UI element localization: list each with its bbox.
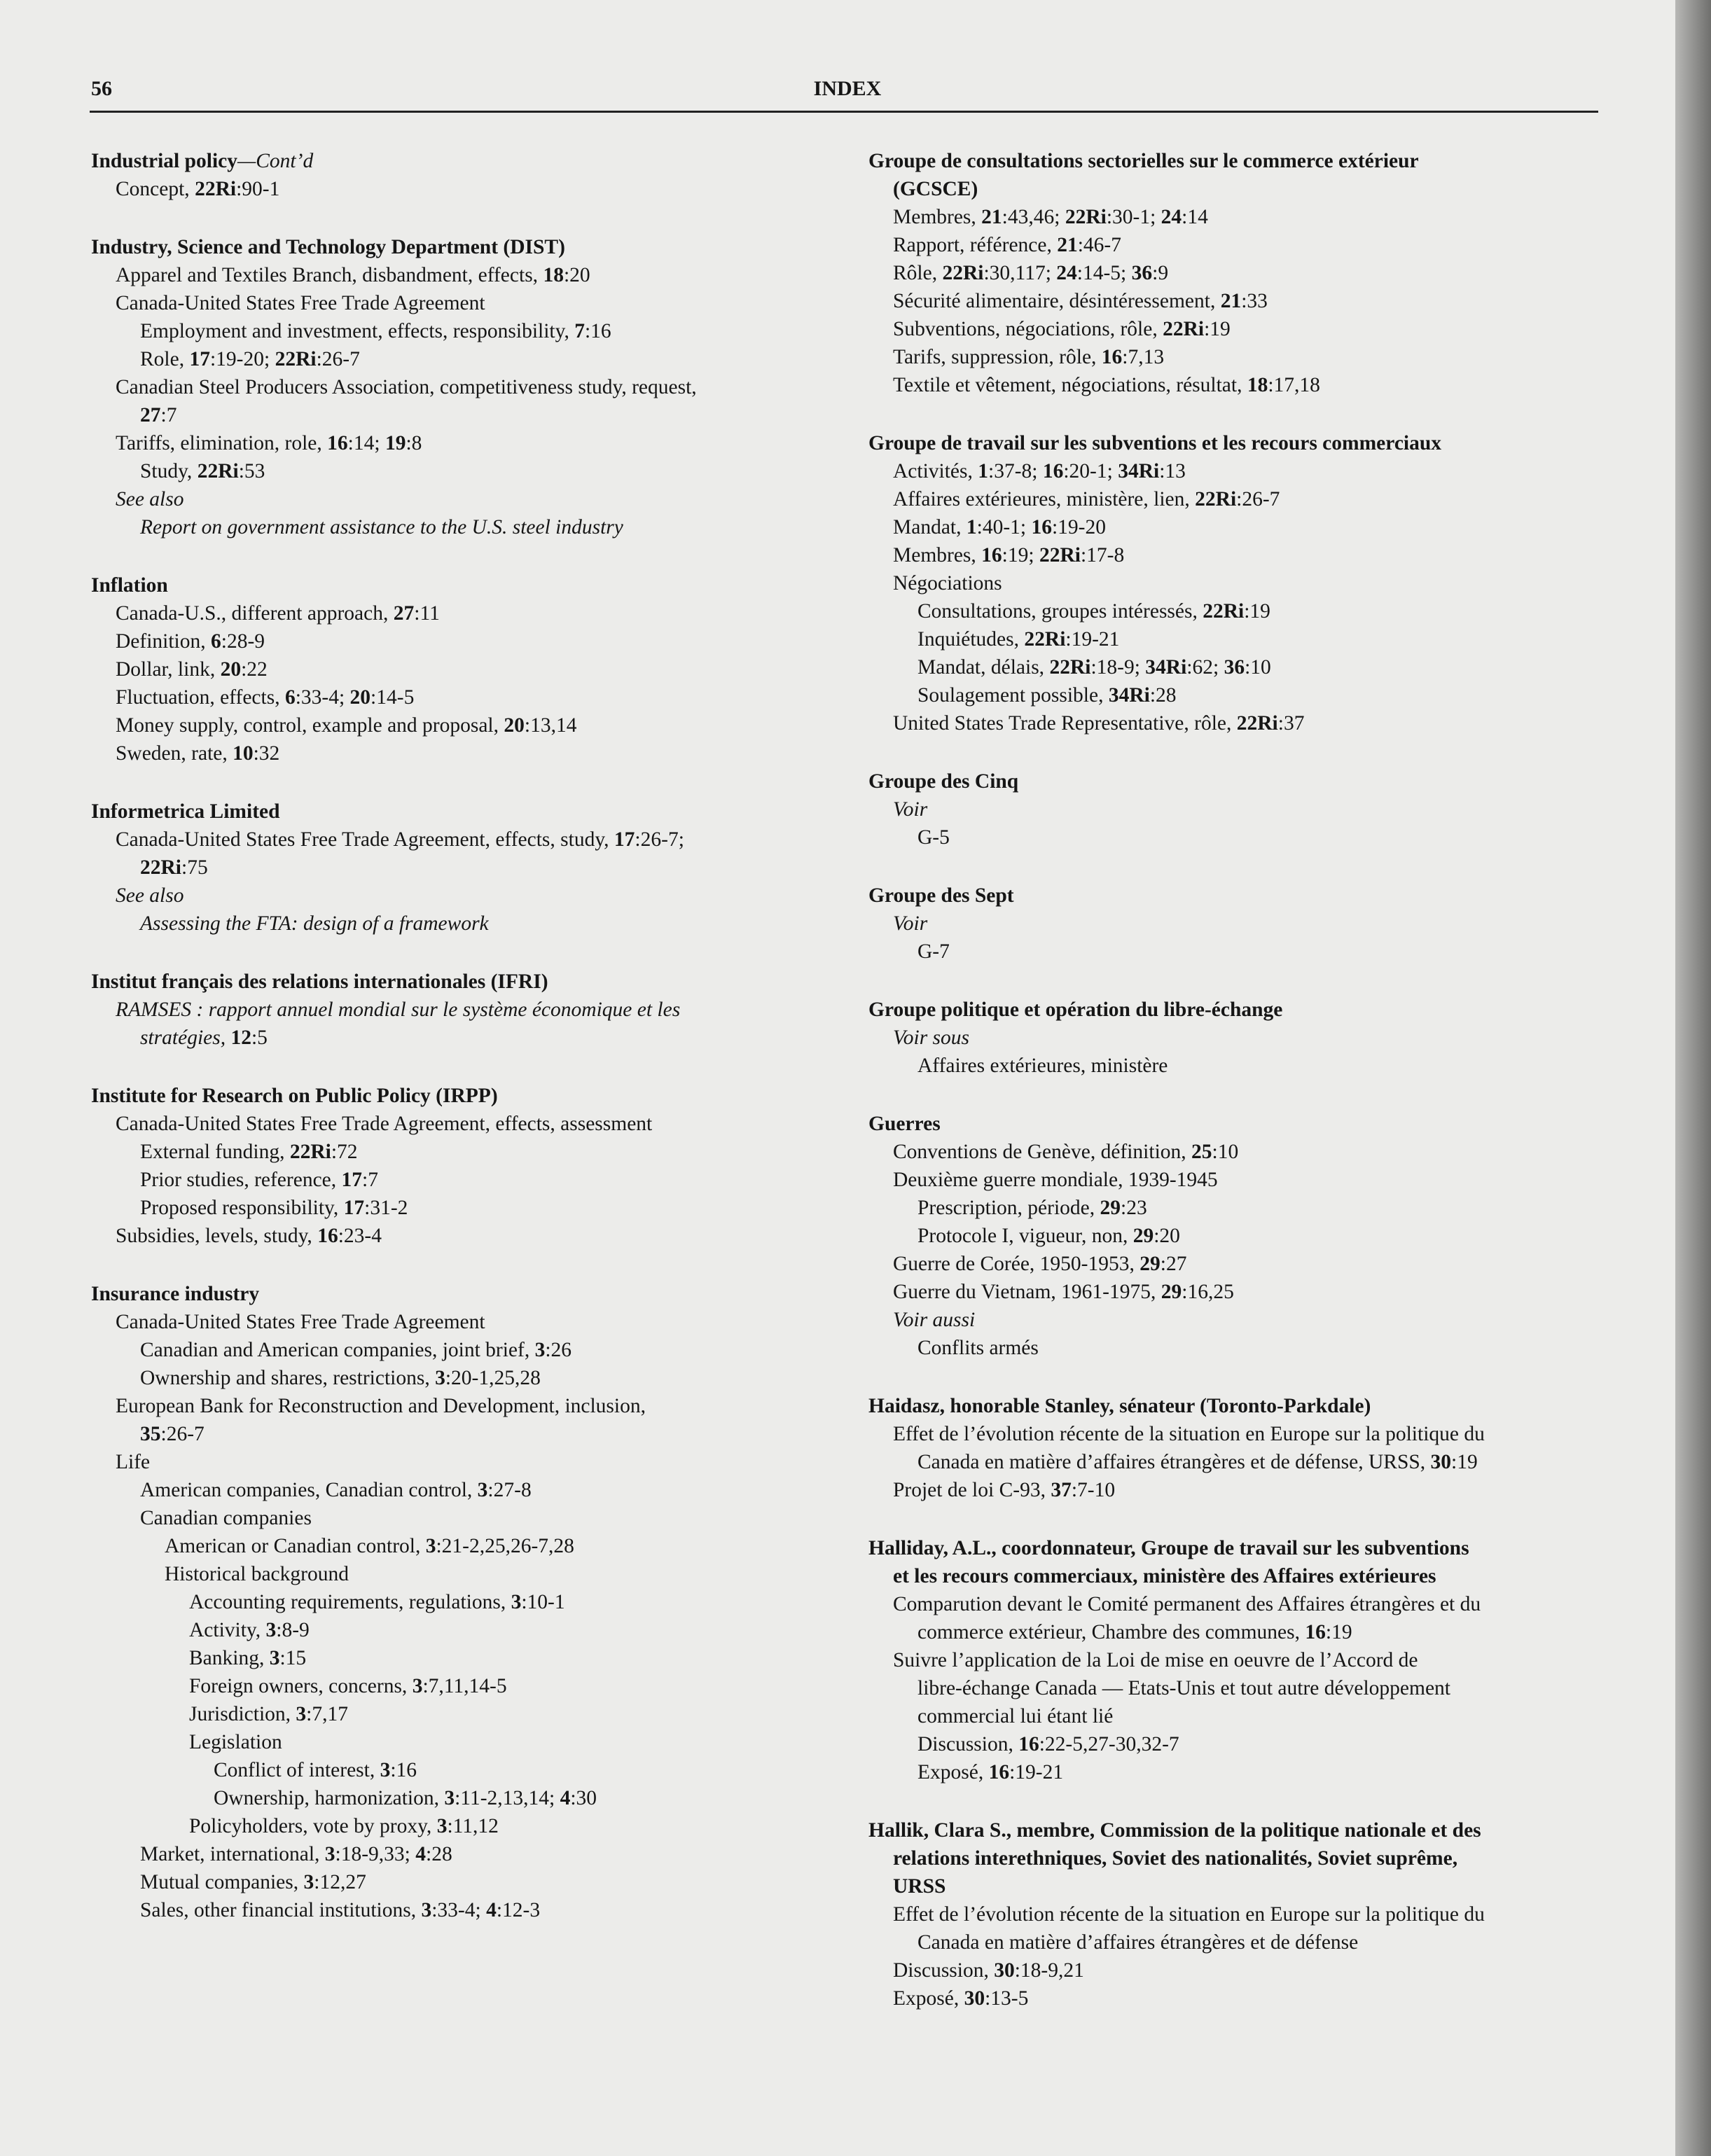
subentry-text: Négociations <box>893 572 1002 594</box>
subentry-text: Soulagement possible, <box>917 684 1109 707</box>
index-entry-groupe-politique <box>868 996 1604 1080</box>
subentry-text: Sales, other financial institutions, <box>140 1899 422 1921</box>
entry-heading: Groupe des Sept <box>868 884 1014 907</box>
cross-reference: G-5 <box>917 826 950 849</box>
index-entry-irpp <box>91 1082 833 1250</box>
subentry-text: Activités, <box>893 460 978 482</box>
page-reference: :19 <box>1244 600 1270 623</box>
subentry-text: Concept, <box>116 178 195 200</box>
page-reference: :33-4; <box>431 1899 487 1921</box>
issue-number: 20 <box>220 658 242 681</box>
issue-number: 29 <box>1161 1281 1182 1303</box>
issue-number: 18 <box>1247 374 1268 396</box>
subentry-text: libre-échange Canada — Etats-Unis et tout autre développement <box>917 1677 1450 1699</box>
page-reference: :10 <box>1245 656 1271 679</box>
entry-heading: Hallik, Clara S., membre, Commission de la politique nationale et des <box>868 1819 1481 1842</box>
issue-number: 16 <box>327 432 348 454</box>
issue-number: 22Ri <box>1065 206 1107 228</box>
page-reference: :13,14 <box>524 714 577 737</box>
subentry-text: Ownership and shares, restrictions, <box>140 1367 436 1389</box>
subentry-text: Study, <box>140 460 198 482</box>
page-reference: :28 <box>426 1843 452 1865</box>
subentry-text: Activity, <box>189 1619 266 1641</box>
index-entry-groupe-des-cinq <box>868 767 1604 851</box>
issue-number: 37 <box>1051 1479 1072 1501</box>
issue-number: 7 <box>574 320 585 342</box>
issue-number: 3 <box>265 1619 277 1641</box>
page-reference: :40-1; <box>976 516 1032 538</box>
page-number: 56 <box>91 77 112 100</box>
issue-number: 4 <box>415 1843 426 1865</box>
issue-number: 16 <box>1305 1621 1326 1643</box>
issue-number: 20 <box>349 686 371 709</box>
index-entry-gcsce <box>868 147 1604 399</box>
page-reference: :19-20 <box>1051 516 1106 538</box>
page-reference: :20-1,25,28 <box>445 1367 541 1389</box>
page-reference: :21-2,25,26-7,28 <box>436 1535 574 1557</box>
entry-heading-continued: (GCSCE) <box>893 178 978 200</box>
page-reference: :14 <box>1182 206 1208 228</box>
issue-number: 21 <box>1057 234 1078 256</box>
issue-number: 22Ri <box>289 1141 331 1163</box>
entry-heading: Groupe de consultations sectorielles sur le commerce extérieur <box>868 150 1419 172</box>
entry-heading-continued: URSS <box>893 1875 946 1898</box>
issue-number: 22Ri <box>942 262 984 284</box>
issue-number: 3 <box>444 1787 455 1809</box>
entry-heading: Insurance industry <box>91 1283 260 1305</box>
subentry-text: Market, international, <box>140 1843 325 1865</box>
issue-number: 3 <box>511 1591 522 1613</box>
right-column <box>868 147 1604 2043</box>
issue-number: 4 <box>560 1787 571 1809</box>
page-reference: :9 <box>1152 262 1169 284</box>
issue-number: 3 <box>412 1675 423 1697</box>
entry-heading-suffix: —Cont’d <box>237 150 314 172</box>
page-reference: :7,11,14-5 <box>422 1675 507 1697</box>
page-reference: :33-4; <box>295 686 350 709</box>
subentry-text: Ownership, harmonization, <box>214 1787 445 1809</box>
page-reference: :37-8; <box>988 460 1043 482</box>
subentry-text: American or Canadian control, <box>165 1535 426 1557</box>
entry-heading: Haidasz, honorable Stanley, sénateur (Toronto-Parkdale) <box>868 1395 1371 1417</box>
issue-number: 22Ri <box>1195 488 1237 510</box>
issue-number: 1 <box>966 516 977 538</box>
page-reference: :19-21 <box>1065 628 1120 651</box>
issue-number: 22Ri <box>1024 628 1066 651</box>
subentry-text: Mandat, délais, <box>917 656 1050 679</box>
issue-number: 4 <box>486 1899 497 1921</box>
page-reference: :22 <box>241 658 268 681</box>
page-reference: :7-10 <box>1071 1479 1116 1501</box>
subentry-text: Deuxième guerre mondiale, 1939-1945 <box>893 1169 1218 1191</box>
subentry-text: commerce extérieur, Chambre des communes, <box>917 1621 1305 1643</box>
index-entry-informetrica <box>91 798 833 938</box>
page-reference: :16,25 <box>1182 1281 1234 1303</box>
subentry-text: Canada en matière d’affaires étrangères et de défense <box>917 1931 1359 1954</box>
subentry-text: Effet de l’évolution récente de la situation en Europe sur la politique du <box>893 1903 1485 1926</box>
page-reference: :16 <box>584 320 611 342</box>
subentry-text: Suivre l’application de la Loi de mise en oeuvre de l’Accord de <box>893 1649 1418 1671</box>
issue-number: 22Ri <box>1163 318 1205 340</box>
issue-number: 34Ri <box>1118 460 1160 482</box>
subentry-text: American companies, Canadian control, <box>140 1479 478 1501</box>
page-reference: :19 <box>1325 1621 1352 1643</box>
subentry-text: Comparution devant le Comité permanent des Affaires étrangères et du <box>893 1593 1481 1615</box>
see-also-label: See also <box>116 488 184 510</box>
entry-heading: Groupe de travail sur les subventions et les recours commerciaux <box>868 432 1442 454</box>
entry-heading-continued: relations interethniques, Soviet des nationalités, Soviet suprême, <box>893 1847 1458 1870</box>
page-reference: :20-1; <box>1063 460 1118 482</box>
left-column <box>91 147 833 1954</box>
issue-number: 6 <box>211 630 221 653</box>
page-reference: :7 <box>362 1169 378 1191</box>
see-label: Voir sous <box>893 1027 970 1049</box>
subentry-text: Subventions, négociations, rôle, <box>893 318 1163 340</box>
subentry-text: Jurisdiction, <box>189 1703 296 1725</box>
page-reference: :17,18 <box>1268 374 1320 396</box>
subentry-text: Legislation <box>189 1731 282 1753</box>
issue-number: 6 <box>284 686 296 709</box>
cross-reference: Conflits armés <box>917 1337 1039 1359</box>
issue-number: 22Ri <box>1203 600 1245 623</box>
issue-number: 12 <box>230 1027 251 1049</box>
issue-number: 10 <box>233 742 254 765</box>
subentry-text: Protocole I, vigueur, non, <box>917 1225 1133 1247</box>
page-reference: :30 <box>570 1787 597 1809</box>
issue-number: 22Ri <box>1236 712 1278 735</box>
subentry-text: Discussion, <box>893 1959 995 1982</box>
subentry-text: Mandat, <box>893 516 967 538</box>
page-reference: :33 <box>1241 290 1268 312</box>
issue-number: 3 <box>324 1843 335 1865</box>
issue-number: 29 <box>1139 1253 1161 1275</box>
subentry-text: Guerre du Vietnam, 1961-1975, <box>893 1281 1161 1303</box>
entry-heading: Groupe des Cinq <box>868 770 1019 793</box>
subentry-text: Life <box>116 1451 151 1473</box>
see-also-label: Voir aussi <box>893 1309 976 1331</box>
subentry-text: Inquiétudes, <box>917 628 1025 651</box>
page-reference: :26-7 <box>316 348 360 370</box>
issue-number: 3 <box>435 1367 445 1389</box>
index-entry-groupe-des-sept <box>868 882 1604 966</box>
subentry-text: Sécurité alimentaire, désintéressement, <box>893 290 1221 312</box>
entry-heading: Guerres <box>868 1113 941 1135</box>
page-reference: :11,12 <box>447 1815 499 1837</box>
issue-number: 35 <box>140 1423 161 1445</box>
page-reference: :37 <box>1277 712 1305 735</box>
issue-number: 22Ri <box>1039 544 1081 566</box>
page-title: INDEX <box>813 77 882 100</box>
issue-number: 3 <box>303 1871 314 1893</box>
subentry-text: RAMSES : rapport annuel mondial sur le système économique et les <box>116 999 681 1021</box>
entry-heading: Industrial policy <box>91 150 238 172</box>
page-reference: :15 <box>279 1647 307 1669</box>
page-reference: :7,13 <box>1122 346 1165 368</box>
page-reference: :5 <box>251 1027 268 1049</box>
issue-number: 3 <box>296 1703 307 1725</box>
index-entry-guerres <box>868 1110 1604 1362</box>
issue-number: 19 <box>385 432 406 454</box>
subentry-text: Discussion, <box>917 1733 1019 1755</box>
index-entry-dist <box>91 233 833 541</box>
issue-number: 16 <box>1101 346 1123 368</box>
page-reference: :8-9 <box>276 1619 310 1641</box>
subentry-text: Historical background <box>165 1563 349 1585</box>
subentry-text: Subsidies, levels, study, <box>116 1225 318 1247</box>
subentry-text: Membres, <box>893 206 982 228</box>
subentry-text: Accounting requirements, regulations, <box>189 1591 511 1613</box>
entry-heading: Institute for Research on Public Policy (IRPP) <box>91 1085 498 1107</box>
issue-number: 29 <box>1100 1197 1121 1219</box>
entry-heading: Inflation <box>91 574 168 597</box>
issue-number: 1 <box>978 460 989 482</box>
page-reference: :11 <box>414 602 440 625</box>
entry-heading: Informetrica Limited <box>91 800 280 823</box>
page-reference: :31-2 <box>364 1197 408 1219</box>
page-reference: :23 <box>1121 1197 1147 1219</box>
page-reference: :18-9,33; <box>335 1843 416 1865</box>
issue-number: 34Ri <box>1145 656 1187 679</box>
page-reference: :27-8 <box>487 1479 532 1501</box>
issue-number: 17 <box>614 828 635 851</box>
subentry-text: Proposed responsibility, <box>140 1197 344 1219</box>
page-reference: :32 <box>253 742 280 765</box>
page-reference: :19-21 <box>1009 1761 1064 1783</box>
page-reference: :62; <box>1186 656 1224 679</box>
issue-number: 16 <box>988 1761 1010 1783</box>
index-entry-insurance <box>91 1280 833 1924</box>
issue-number: 3 <box>421 1899 432 1921</box>
page-reference: :11-2,13,14; <box>455 1787 560 1809</box>
subentry-text: Employment and investment, effects, responsibility, <box>140 320 575 342</box>
page-reference: :28 <box>1149 684 1177 707</box>
page-reference: :19-20; <box>209 348 275 370</box>
issue-number: 22Ri <box>195 178 237 200</box>
issue-number: 3 <box>534 1339 546 1361</box>
page-reference: :19 <box>1204 318 1231 340</box>
page-reference: :28-9 <box>221 630 265 653</box>
page-reference: :16 <box>390 1759 417 1781</box>
subentry-text: Consultations, groupes intéressés, <box>917 600 1203 623</box>
page-reference: :46-7 <box>1077 234 1122 256</box>
index-entry-hallik <box>868 1816 1604 2012</box>
page-reference: :10-1 <box>521 1591 565 1613</box>
entry-heading: Industry, Science and Technology Department (DIST) <box>91 236 565 258</box>
subentry-text: Canada-United States Free Trade Agreement, effects, assessment <box>116 1113 653 1135</box>
subentry-text: Textile et vêtement, négociations, résultat, <box>893 374 1247 396</box>
issue-number: 16 <box>1018 1733 1039 1755</box>
cross-reference: Affaires extérieures, ministère <box>917 1055 1168 1077</box>
see-label: Voir <box>893 912 928 935</box>
subentry-text: Canada-United States Free Trade Agreement, effects, study, <box>116 828 614 851</box>
subentry-text: Definition, <box>116 630 212 653</box>
index-entry-ifri <box>91 968 833 1052</box>
subentry-text: United States Trade Representative, rôle, <box>893 712 1237 735</box>
issue-number: 3 <box>425 1535 436 1557</box>
subentry-text: Banking, <box>189 1647 270 1669</box>
page-reference: :27 <box>1160 1253 1187 1275</box>
issue-number: 3 <box>436 1815 448 1837</box>
subentry-text: Fluctuation, effects, <box>116 686 285 709</box>
issue-number: 24 <box>1056 262 1077 284</box>
subentry-text: Rôle, <box>893 262 943 284</box>
subentry-text: Projet de loi C-93, <box>893 1479 1051 1501</box>
subentry-text: Affaires extérieures, ministère, lien, <box>893 488 1196 510</box>
subentry-text: Guerre de Corée, 1950-1953, <box>893 1253 1140 1275</box>
subentry-text: Conventions de Genève, définition, <box>893 1141 1192 1163</box>
subentry-text: Membres, <box>893 544 982 566</box>
page-reference: :23-4 <box>338 1225 382 1247</box>
issue-number: 16 <box>317 1225 338 1247</box>
page-reference: :26 <box>545 1339 572 1361</box>
subentry-text: European Bank for Reconstruction and Development, inclusion, <box>116 1395 646 1417</box>
subentry-text: Exposé, <box>893 1987 964 2010</box>
subentry-text: Policyholders, vote by proxy, <box>189 1815 437 1837</box>
issue-number: 17 <box>343 1197 365 1219</box>
page-reference: :20 <box>1154 1225 1180 1247</box>
page-reference: :72 <box>331 1141 358 1163</box>
page-reference: :26-7; <box>635 828 684 851</box>
page-reference: :43,46; <box>1002 206 1065 228</box>
page-reference: :14-5; <box>1076 262 1132 284</box>
issue-number: 16 <box>981 544 1002 566</box>
subentry-text: Rapport, référence, <box>893 234 1058 256</box>
subentry-text: Tariffs, elimination, role, <box>116 432 328 454</box>
subentry-text: Canadian and American companies, joint brief, <box>140 1339 535 1361</box>
issue-number: 17 <box>341 1169 363 1191</box>
entry-heading: Halliday, A.L., coordonnateur, Groupe de travail sur les subventions <box>868 1537 1469 1559</box>
issue-number: 22Ri <box>197 460 239 482</box>
entry-heading-continued: et les recours commerciaux, ministère des Affaires extérieures <box>893 1565 1436 1587</box>
issue-number: 36 <box>1131 262 1153 284</box>
see-label: Voir <box>893 798 928 821</box>
subentry-text: Apparel and Textiles Branch, disbandment, effects, <box>116 264 543 286</box>
subentry-text: stratégies, <box>140 1027 231 1049</box>
subentry-text: Dollar, link, <box>116 658 221 681</box>
issue-number: 20 <box>504 714 525 737</box>
issue-number: 3 <box>477 1479 488 1501</box>
issue-number: 21 <box>981 206 1002 228</box>
subentry-text: Sweden, rate, <box>116 742 233 765</box>
page-reference: :90-1 <box>236 178 280 200</box>
page-reference: :19; <box>1002 544 1039 566</box>
subentry-text: Conflict of interest, <box>214 1759 380 1781</box>
issue-number: 25 <box>1191 1141 1212 1163</box>
page-reference: :12,27 <box>314 1871 366 1893</box>
entry-heading: Institut français des relations internationales (IFRI) <box>91 971 548 993</box>
subentry-text: Mutual companies, <box>140 1871 304 1893</box>
issue-number: 22Ri <box>275 348 317 370</box>
subentry-text: commercial lui étant lié <box>917 1705 1114 1727</box>
page-reference: :20 <box>563 264 590 286</box>
subentry-text: Money supply, control, example and proposal, <box>116 714 504 737</box>
subentry-text: Tarifs, suppression, rôle, <box>893 346 1102 368</box>
header-rule <box>90 111 1598 113</box>
issue-number: 30 <box>964 1987 985 2010</box>
index-entry-industrial-policy <box>91 147 833 203</box>
issue-number: 30 <box>1430 1451 1452 1473</box>
page-reference: :18-9,21 <box>1014 1959 1084 1982</box>
page-reference: :19 <box>1451 1451 1478 1473</box>
issue-number: 36 <box>1224 656 1245 679</box>
subentry-text: Canada-U.S., different approach, <box>116 602 394 625</box>
issue-number: 21 <box>1220 290 1242 312</box>
page-reference: :8 <box>406 432 422 454</box>
page-reference: :30,117; <box>983 262 1057 284</box>
see-also-label: See also <box>116 884 184 907</box>
issue-number: 22Ri <box>1049 656 1091 679</box>
page-reference: :13 <box>1159 460 1186 482</box>
page-reference: :10 <box>1212 1141 1239 1163</box>
cross-reference: G-7 <box>917 940 950 963</box>
issue-number: 16 <box>1031 516 1052 538</box>
entry-heading: Groupe politique et opération du libre-échange <box>868 999 1283 1021</box>
page-reference: :13-5 <box>985 1987 1029 2010</box>
issue-number: 34Ri <box>1108 684 1150 707</box>
issue-number: 22Ri <box>140 856 181 879</box>
page-reference: :75 <box>181 856 208 879</box>
page-reference: :26-7 <box>1236 488 1280 510</box>
subentry-text: External funding, <box>140 1141 290 1163</box>
subentry-text: Canadian companies <box>140 1507 312 1529</box>
index-entry-gtsrc <box>868 429 1604 737</box>
subentry-text: Role, <box>140 348 190 370</box>
subentry-text: Exposé, <box>917 1761 989 1783</box>
page-reference: :26-7 <box>160 1423 205 1445</box>
page-reference: :7,17 <box>306 1703 348 1725</box>
page-reference: :14; <box>347 432 385 454</box>
issue-number: 30 <box>994 1959 1015 1982</box>
subentry-text: Canada-United States Free Trade Agreement <box>116 292 485 314</box>
page-reference: :18-9; <box>1090 656 1146 679</box>
subentry-text: Prescription, période, <box>917 1197 1100 1219</box>
issue-number: 3 <box>269 1647 280 1669</box>
subentry-text: Effet de l’évolution récente de la situation en Europe sur la politique du <box>893 1423 1485 1445</box>
page-reference: :17-8 <box>1080 544 1125 566</box>
issue-number: 18 <box>543 264 564 286</box>
subentry-text: Canada en matière d’affaires étrangères et de défense, URSS, <box>917 1451 1431 1473</box>
subentry-text: Prior studies, reference, <box>140 1169 342 1191</box>
issue-number: 17 <box>189 348 210 370</box>
page-reference: :7 <box>160 404 177 426</box>
page-reference: :30-1; <box>1106 206 1161 228</box>
page-reference: :53 <box>238 460 265 482</box>
issue-number: 27 <box>393 602 415 625</box>
page-edge-shadow <box>1675 0 1711 2156</box>
issue-number: 27 <box>140 404 161 426</box>
cross-reference: Assessing the FTA: design of a framework <box>140 912 489 935</box>
page-reference: :22-5,27-30,32-7 <box>1039 1733 1179 1755</box>
issue-number: 16 <box>1042 460 1064 482</box>
subentry-text: Foreign owners, concerns, <box>189 1675 413 1697</box>
index-entry-inflation <box>91 571 833 767</box>
issue-number: 29 <box>1132 1225 1154 1247</box>
issue-number: 24 <box>1161 206 1182 228</box>
index-entry-halliday <box>868 1534 1604 1786</box>
index-entry-haidasz <box>868 1392 1604 1504</box>
subentry-text: Canada-United States Free Trade Agreement <box>116 1311 485 1333</box>
subentry-text: Canadian Steel Producers Association, competitiveness study, request, <box>116 376 697 398</box>
issue-number: 3 <box>380 1759 391 1781</box>
cross-reference: Report on government assistance to the U.S. steel industry <box>140 516 623 538</box>
page-reference: :14-5 <box>370 686 415 709</box>
page-reference: :12-3 <box>496 1899 541 1921</box>
